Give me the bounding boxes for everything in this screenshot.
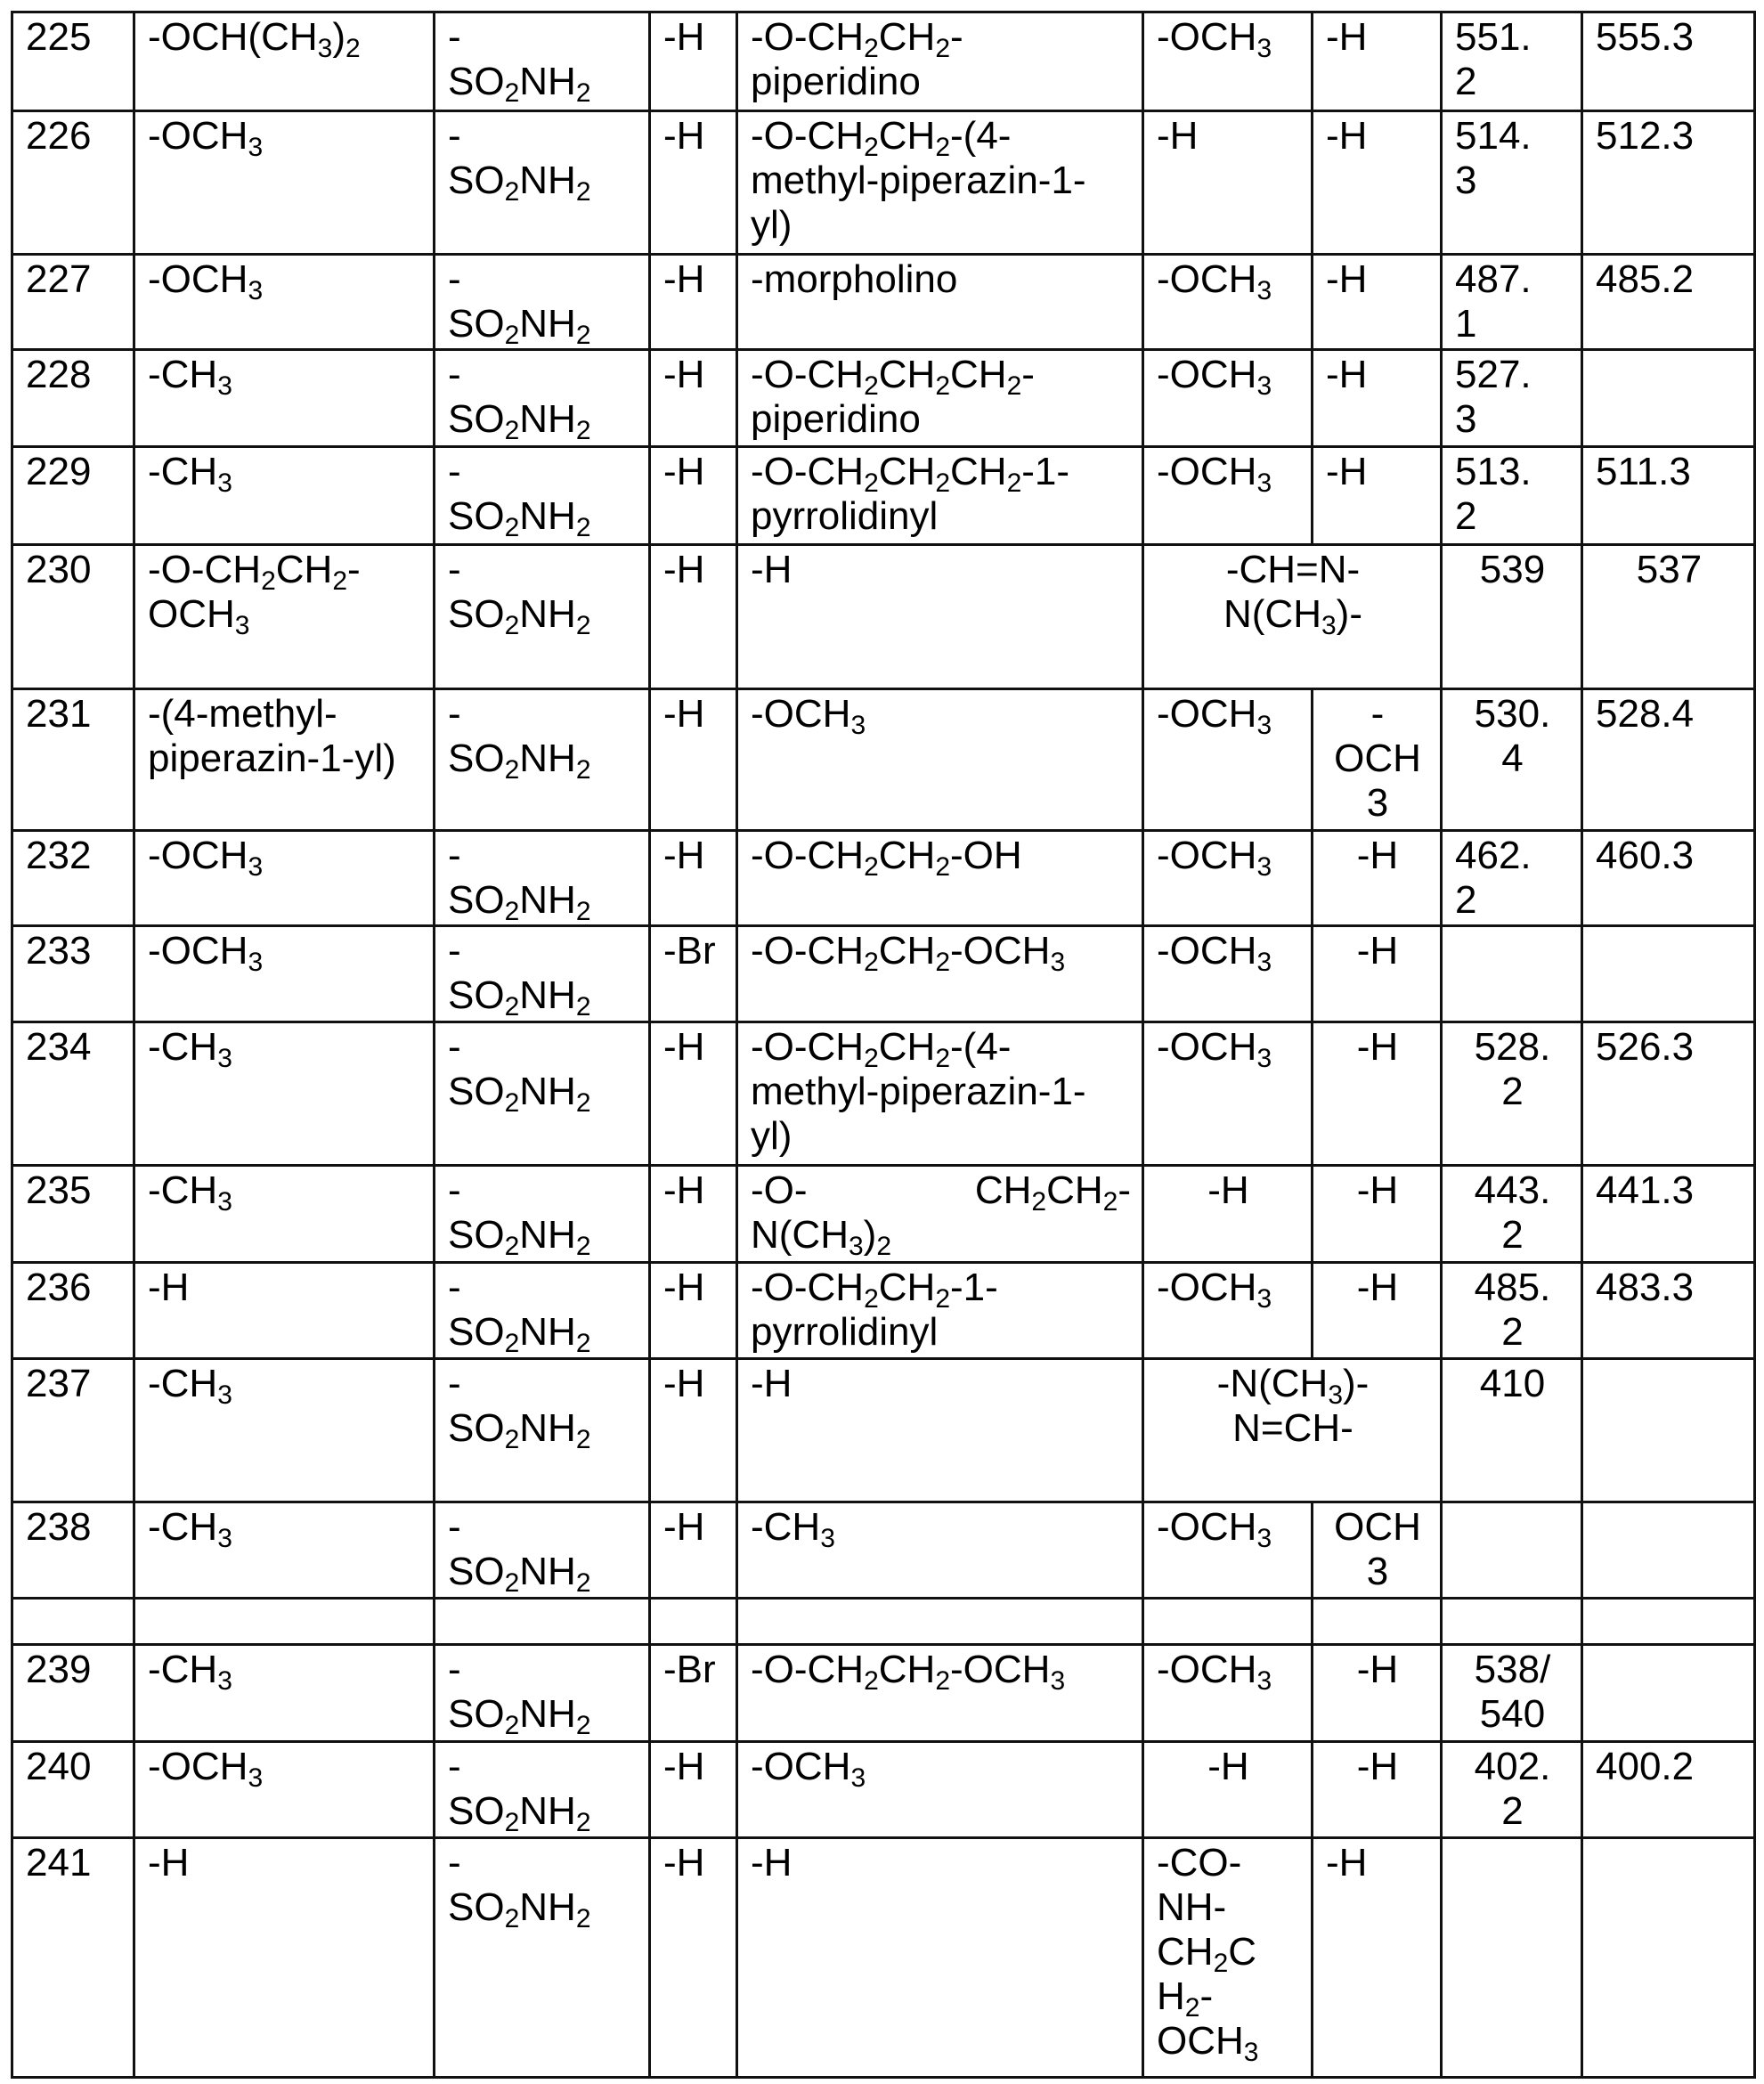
cell-r6: -H (1313, 1742, 1442, 1838)
cell-r2: - $SO_2NH_2$ (435, 689, 650, 831)
cell-r1: $-OCH_3$ (134, 255, 435, 350)
cell-ms-minus: 526.3 (1582, 1022, 1755, 1166)
cell-r5: $-OCH_3$ (1143, 1502, 1313, 1599)
cell-ms-minus: 537 (1582, 545, 1755, 689)
cell-r5: -H (1143, 1166, 1313, 1263)
table-row (12, 350, 1755, 447)
cell-ms-minus: 512.3 (1582, 111, 1755, 255)
cell-r3: -Br (650, 926, 737, 1022)
cell-r3: -H (650, 1263, 737, 1359)
cell-r2: - $SO_2NH_2$ (435, 1645, 650, 1742)
cell-r3 (650, 1599, 737, 1645)
cell-r3: -H (650, 12, 737, 111)
cell-r2: - $SO_2NH_2$ (435, 1838, 650, 2078)
cell-ms-minus: 511.3 (1582, 447, 1755, 545)
cell-ms-plus: 485. 2 (1442, 1263, 1582, 1359)
cell-r2: - $SO_2NH_2$ (435, 1359, 650, 1502)
cell-r4: $-O-CH_2CH_2-OCH_3$ (737, 926, 1143, 1022)
cell-r5: -H (1143, 1742, 1313, 1838)
cell-compound-no: 229 (12, 447, 134, 545)
cell-r3: -H (650, 255, 737, 350)
table-row (12, 1838, 1755, 2078)
cell-r4: $-CH_3$ (737, 1502, 1143, 1599)
cell-compound-no: 230 (12, 545, 134, 689)
cell-r2: - $SO_2NH_2$ (435, 1022, 650, 1166)
cell-r3: -H (650, 545, 737, 689)
cell-ms-minus (1582, 350, 1755, 447)
table-body (12, 12, 1755, 2078)
cell-r1 (134, 1599, 435, 1645)
cell-r3: -H (650, 111, 737, 255)
cell-ms-minus: 555.3 (1582, 12, 1755, 111)
cell-r1: $-OCH_3$ (134, 1742, 435, 1838)
cell-ms-minus (1582, 926, 1755, 1022)
cell-r6: -H (1313, 1166, 1442, 1263)
compound-table (11, 11, 1756, 2079)
cell-ms-minus: 441.3 (1582, 1166, 1755, 1263)
cell-ms-minus (1582, 1838, 1755, 2078)
cell-r6: -H (1313, 1263, 1442, 1359)
table-row (12, 1359, 1755, 1502)
cell-r4: $-O-CH_2CH_2CH_2-1-$ pyrrolidinyl (737, 447, 1143, 545)
cell-compound-no: 233 (12, 926, 134, 1022)
table-row (12, 1599, 1755, 1645)
cell-r4: -H (737, 1838, 1143, 2078)
cell-r4: -H (737, 545, 1143, 689)
cell-r3: -Br (650, 1645, 737, 1742)
cell-r1: $-OCH_3$ (134, 926, 435, 1022)
table-row (12, 111, 1755, 255)
cell-r6: -H (1313, 12, 1442, 111)
cell-r5: $-OCH_3$ (1143, 1645, 1313, 1742)
cell-r4: $-O-CH_2CH_2-OH$ (737, 831, 1143, 926)
cell-ms-plus: 487. 1 (1442, 255, 1582, 350)
cell-r1: $-O-CH_2CH_2-$ $OCH_3$ (134, 545, 435, 689)
table-row (12, 12, 1755, 111)
cell-r5: -H (1143, 111, 1313, 255)
cell-r5: $-OCH_3$ (1143, 689, 1313, 831)
cell-r2: - $SO_2NH_2$ (435, 111, 650, 255)
cell-r4: -O- $CH_2CH_2-$ $N(CH_3)_2$ (737, 1166, 1143, 1263)
cell-ms-plus: 462. 2 (1442, 831, 1582, 926)
cell-ms-minus (1582, 1502, 1755, 1599)
table-row (12, 545, 1755, 689)
cell-r3: -H (650, 1359, 737, 1502)
cell-r5: $-OCH_3$ (1143, 350, 1313, 447)
cell-r2: - $SO_2NH_2$ (435, 1742, 650, 1838)
cell-ms-minus: 485.2 (1582, 255, 1755, 350)
cell-r5: $-OCH_3$ (1143, 831, 1313, 926)
cell-r2: - $SO_2NH_2$ (435, 1502, 650, 1599)
cell-compound-no: 240 (12, 1742, 134, 1838)
cell-ms-minus: 400.2 (1582, 1742, 1755, 1838)
cell-r5: $-OCH_3$ (1143, 926, 1313, 1022)
cell-r2: - $SO_2NH_2$ (435, 12, 650, 111)
cell-r1: -H (134, 1263, 435, 1359)
cell-r3: -H (650, 350, 737, 447)
cell-ms-plus: 528. 2 (1442, 1022, 1582, 1166)
table-row (12, 1022, 1755, 1166)
cell-r6: - OCH 3 (1313, 689, 1442, 831)
cell-ms-plus: 514. 3 (1442, 111, 1582, 255)
cell-ms-plus: 402. 2 (1442, 1742, 1582, 1838)
cell-r2: - $SO_2NH_2$ (435, 831, 650, 926)
cell-ms-minus: 483.3 (1582, 1263, 1755, 1359)
cell-r5-r6-merged: $-N(CH_3)-$ N=CH- (1143, 1359, 1442, 1502)
cell-r1: $-CH_3$ (134, 1645, 435, 1742)
cell-ms-plus: 513. 2 (1442, 447, 1582, 545)
table-row (12, 447, 1755, 545)
cell-r6: -H (1313, 1838, 1442, 2078)
cell-r2: - $SO_2NH_2$ (435, 926, 650, 1022)
cell-compound-no: 225 (12, 12, 134, 111)
cell-r4: $-O-CH_2CH_2-OCH_3$ (737, 1645, 1143, 1742)
cell-r3: -H (650, 1838, 737, 2078)
cell-ms-plus: 551. 2 (1442, 12, 1582, 111)
table-row (12, 255, 1755, 350)
cell-ms-plus (1442, 926, 1582, 1022)
cell-r5: $-OCH_3$ (1143, 1022, 1313, 1166)
cell-r3: -H (650, 689, 737, 831)
table-row (12, 689, 1755, 831)
cell-compound-no: 232 (12, 831, 134, 926)
cell-r1: $-CH_3$ (134, 447, 435, 545)
cell-compound-no: 237 (12, 1359, 134, 1502)
cell-r2: - $SO_2NH_2$ (435, 447, 650, 545)
cell-ms-plus (1442, 1838, 1582, 2078)
cell-compound-no: 231 (12, 689, 134, 831)
cell-r3: -H (650, 831, 737, 926)
cell-r3: -H (650, 1742, 737, 1838)
table-row (12, 1742, 1755, 1838)
cell-r2: - $SO_2NH_2$ (435, 350, 650, 447)
cell-r5: $-OCH_3$ (1143, 1263, 1313, 1359)
cell-compound-no: 239 (12, 1645, 134, 1742)
cell-compound-no: 236 (12, 1263, 134, 1359)
cell-ms-plus: 410 (1442, 1359, 1582, 1502)
table-row (12, 1166, 1755, 1263)
table-row (12, 831, 1755, 926)
cell-compound-no: 226 (12, 111, 134, 255)
cell-r4: -morpholino (737, 255, 1143, 350)
table-row (12, 1502, 1755, 1599)
cell-compound-no: 235 (12, 1166, 134, 1263)
cell-r5: -CO- NH- $CH_2C$ $H_2-$ $OCH_3$ (1143, 1838, 1313, 2078)
cell-r1: -H (134, 1838, 435, 2078)
cell-r1: $-OCH(CH_3)_2$ (134, 12, 435, 111)
cell-r2: - $SO_2NH_2$ (435, 1166, 650, 1263)
cell-r4 (737, 1599, 1143, 1645)
cell-r1: -(4-methyl- piperazin-1-yl) (134, 689, 435, 831)
cell-r6: -H (1313, 831, 1442, 926)
cell-ms-minus: 460.3 (1582, 831, 1755, 926)
cell-r1: $-CH_3$ (134, 1502, 435, 1599)
cell-r1: $-OCH_3$ (134, 111, 435, 255)
cell-r6: -H (1313, 111, 1442, 255)
cell-r3: -H (650, 1166, 737, 1263)
cell-r6: -H (1313, 350, 1442, 447)
cell-r4: $-OCH_3$ (737, 1742, 1143, 1838)
cell-ms-plus (1442, 1599, 1582, 1645)
cell-r5: $-OCH_3$ (1143, 12, 1313, 111)
cell-compound-no: 234 (12, 1022, 134, 1166)
cell-r3: -H (650, 1022, 737, 1166)
cell-r4: $-OCH_3$ (737, 689, 1143, 831)
cell-r5: $-OCH_3$ (1143, 255, 1313, 350)
cell-r3: -H (650, 1502, 737, 1599)
cell-compound-no: 241 (12, 1838, 134, 2078)
cell-ms-plus (1442, 1502, 1582, 1599)
cell-r3: -H (650, 447, 737, 545)
cell-r4: $-O-CH_2CH_2-(4-$ methyl-piperazin-1- yl) (737, 1022, 1143, 1166)
cell-r6: -H (1313, 926, 1442, 1022)
cell-r6: -H (1313, 1645, 1442, 1742)
cell-ms-plus: 538/ 540 (1442, 1645, 1582, 1742)
cell-ms-plus: 530. 4 (1442, 689, 1582, 831)
cell-r5: $-OCH_3$ (1143, 447, 1313, 545)
cell-ms-plus: 443. 2 (1442, 1166, 1582, 1263)
cell-r2 (435, 1599, 650, 1645)
cell-ms-minus: 528.4 (1582, 689, 1755, 831)
cell-r2: - $SO_2NH_2$ (435, 545, 650, 689)
cell-r4: $-O-CH_2CH_2-1-$ pyrrolidinyl (737, 1263, 1143, 1359)
table-row (12, 1645, 1755, 1742)
cell-ms-minus (1582, 1359, 1755, 1502)
cell-ms-minus (1582, 1645, 1755, 1742)
table-row (12, 926, 1755, 1022)
cell-r2: - $SO_2NH_2$ (435, 255, 650, 350)
cell-compound-no (12, 1599, 134, 1645)
cell-r4: $-O-CH_2CH_2-$ piperidino (737, 12, 1143, 111)
cell-r2: - $SO_2NH_2$ (435, 1263, 650, 1359)
cell-compound-no: 228 (12, 350, 134, 447)
cell-r6: -H (1313, 447, 1442, 545)
cell-ms-minus (1582, 1599, 1755, 1645)
cell-compound-no: 238 (12, 1502, 134, 1599)
cell-r5 (1143, 1599, 1313, 1645)
cell-ms-plus: 539 (1442, 545, 1582, 689)
cell-r6: -H (1313, 255, 1442, 350)
cell-r6: -H (1313, 1022, 1442, 1166)
cell-r6: OCH 3 (1313, 1502, 1442, 1599)
cell-r1: $-CH_3$ (134, 1022, 435, 1166)
cell-r4: -H (737, 1359, 1143, 1502)
cell-r1: $-CH_3$ (134, 1166, 435, 1263)
cell-r4: $-O-CH_2CH_2-(4-$ methyl-piperazin-1- yl) (737, 111, 1143, 255)
cell-r6 (1313, 1599, 1442, 1645)
table-row (12, 1263, 1755, 1359)
cell-r5-r6-merged: -CH=N- $N(CH_3)-$ (1143, 545, 1442, 689)
cell-r1: $-CH_3$ (134, 350, 435, 447)
cell-r1: $-OCH_3$ (134, 831, 435, 926)
cell-r1: $-CH_3$ (134, 1359, 435, 1502)
cell-ms-plus: 527. 3 (1442, 350, 1582, 447)
cell-r4: $-O-CH_2CH_2CH_2-$ piperidino (737, 350, 1143, 447)
cell-compound-no: 227 (12, 255, 134, 350)
